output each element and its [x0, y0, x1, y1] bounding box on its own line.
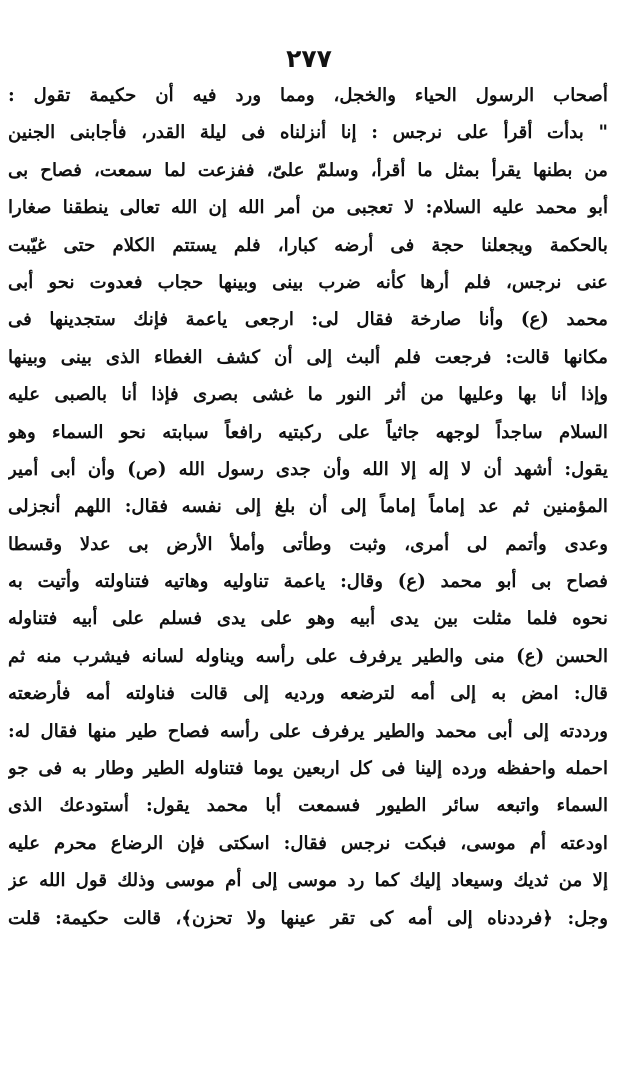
text-line: ورددته إلى أبى محمد والطير يرفرف على رأسه فصاح طير منها فقال له:	[8, 720, 608, 742]
text-line: أصحاب الرسول الحياء والخجل، ومما ورد فيه أن حكيمة تقول :	[8, 85, 608, 106]
text-line: " بدأت أقرأ على نرجس : إنا أنزلناه فى ليلة القدر، فأجابنى الجنين	[8, 122, 608, 144]
text-line: إلا من ثديك وسيعاد إليك كما رد موسى إلى أم موسى وذلك قول الله عز	[8, 870, 608, 892]
body-text	[8, 77, 608, 937]
text-line: السماء واتبعه سائر الطيور فسمعت أبا محمد يقول: أستودعك الذى	[8, 795, 608, 817]
text-line: وجل: ﴿فرددناه إلى أمه كى تقر عينها ولا تحزن﴾، قالت حكيمة: قلت	[8, 907, 608, 929]
text-line: عنى نرجس، فلم أرها كأنه ضرب بينى وبينها حجاب فعدوت نحو أبى	[8, 271, 608, 293]
text-line: اودعته أم موسى، فبكت نرجس فقال: اسكتى فإن الرضاع محرم عليه	[8, 832, 608, 854]
text-line: يقول: أشهد أن لا إله إلا الله وأن جدى رسول الله (ص) وأن أبى أمير	[8, 458, 608, 480]
text-line: نحوه فلما مثلت بين يدى أبيه وهو على يدى فسلم على أبيه فتناوله	[8, 608, 608, 630]
text-line: فصاح بى أبو محمد (ع) وقال: ياعمة تناوليه وهاتيه فتناولته وأتيت به	[8, 571, 608, 593]
text-line: الحسن (ع) منى والطير يرفرف على رأسه ويناوله لسانه فيشرب منه ثم	[8, 645, 608, 667]
text-line: من بطنها يقرأ بمثل ما أقرأ، وسلمّ علىّ، ففزعت لما سمعت، فصاح بى	[8, 159, 608, 181]
text-line: وإذا أنا بها وعليها من أثر النور ما غشى بصرى فإذا أنا بالصبى عليه	[8, 384, 608, 406]
text-line: محمد (ع) وأنا صارخة فقال لى: ارجعى ياعمة فإنك ستجدينها فى	[8, 309, 608, 331]
text-line: المؤمنين ثم عد إماماً إماماً إلى أن بلغ إلى نفسه فقال: اللهم أنجزلى	[8, 496, 608, 518]
text-line: بالحكمة ويجعلنا حجة فى أرضه كبارا، فلم يستتم الكلام حتى غيّبت	[8, 234, 608, 256]
text-line: احمله واحفظه ورده إلينا فى كل اربعين يوما فتناوله الطير وطار به فى جو	[8, 758, 608, 780]
text-line: قال: امض به إلى أمه لترضعه ورديه إلى قالت فناولته أمه فأرضعته	[8, 683, 608, 705]
text-line: مكانها قالت: فرجعت فلم ألبث إلى أن كشف الغطاء الذى بينى وبينها	[8, 346, 608, 368]
text-line: وعدى وأتمم لى أمرى، وثبت وطأتى وأملأ الأرض بى عدلا وقسطا	[8, 533, 608, 555]
text-line: السلام ساجداً لوجهه جاثياً على ركبتيه رافعاً سبابته نحو السماء وهو	[8, 421, 608, 443]
text-line: أبو محمد عليه السلام: لا تعجبى من أمر الله إن الله تعالى ينطقنا صغارا	[8, 197, 608, 219]
page-number: ٢٧٧	[286, 44, 332, 73]
